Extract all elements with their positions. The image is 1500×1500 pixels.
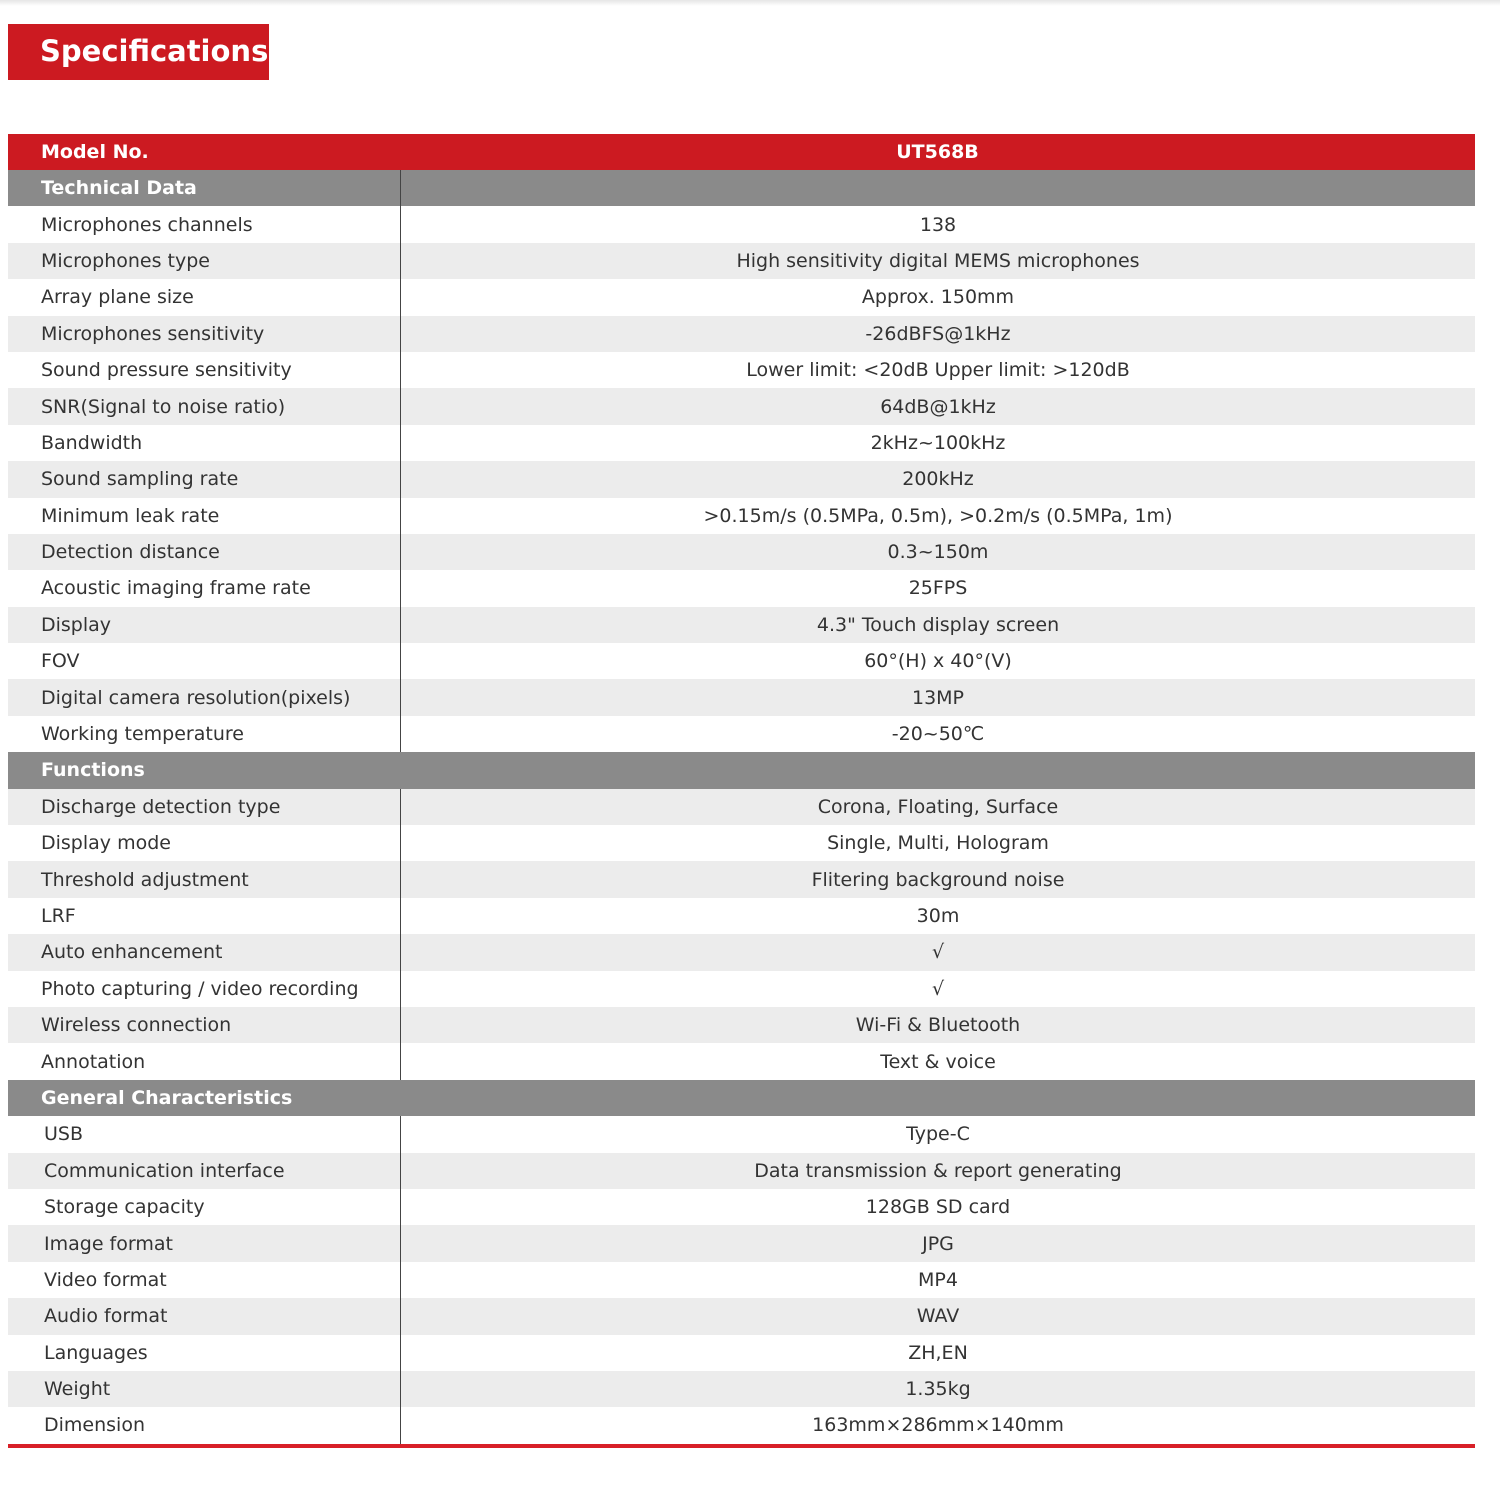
top-shadow bbox=[0, 0, 1500, 6]
spec-value: High sensitivity digital MEMS microphones bbox=[400, 243, 1475, 279]
spec-row bbox=[8, 1153, 1475, 1189]
spec-label: LRF bbox=[41, 905, 76, 927]
spec-row bbox=[8, 352, 1475, 388]
spec-value: 4.3" Touch display screen bbox=[400, 607, 1475, 643]
spec-row bbox=[8, 716, 1475, 752]
spec-value: Wi-Fi & Bluetooth bbox=[400, 1007, 1475, 1043]
model-label: Model No. bbox=[41, 141, 149, 163]
spec-row bbox=[8, 789, 1475, 825]
spec-label: SNR(Signal to noise ratio) bbox=[41, 395, 286, 418]
spec-label: Minimum leak rate bbox=[41, 504, 220, 527]
spec-row bbox=[8, 243, 1475, 279]
spec-row bbox=[8, 679, 1475, 715]
spec-label: Weight bbox=[44, 1378, 111, 1401]
spec-value: 128GB SD card bbox=[400, 1189, 1475, 1225]
spec-row bbox=[8, 1298, 1475, 1334]
spec-row bbox=[8, 1407, 1475, 1443]
spec-value: 64dB@1kHz bbox=[400, 388, 1475, 424]
spec-row bbox=[8, 534, 1475, 570]
spec-label: Dimension bbox=[44, 1414, 145, 1437]
spec-value: 13MP bbox=[400, 679, 1475, 715]
spec-row bbox=[8, 425, 1475, 461]
spec-label: Sound sampling rate bbox=[41, 468, 239, 491]
spec-label: FOV bbox=[41, 650, 80, 673]
spec-row bbox=[8, 607, 1475, 643]
spec-label: Bandwidth bbox=[41, 431, 143, 454]
spec-label: Working temperature bbox=[41, 723, 244, 746]
spec-label: Sound pressure sensitivity bbox=[41, 359, 292, 382]
spec-label: Wireless connection bbox=[41, 1014, 232, 1037]
spec-value: √ bbox=[400, 934, 1475, 970]
spec-value: MP4 bbox=[400, 1262, 1475, 1298]
table-bottom-rule bbox=[8, 1444, 1475, 1448]
spec-value: Approx. 150mm bbox=[400, 279, 1475, 315]
spec-row bbox=[8, 825, 1475, 861]
section-header bbox=[8, 170, 1475, 206]
spec-value: Flitering background noise bbox=[400, 861, 1475, 897]
spec-value: Single, Multi, Hologram bbox=[400, 825, 1475, 861]
section-header bbox=[8, 752, 1475, 788]
spec-value: Data transmission & report generating bbox=[400, 1153, 1475, 1189]
spec-label: Microphones sensitivity bbox=[41, 322, 265, 345]
spec-label: Detection distance bbox=[41, 541, 220, 564]
specifications-title: Specifications bbox=[8, 24, 269, 80]
section-header bbox=[8, 1080, 1475, 1116]
spec-row bbox=[8, 1043, 1475, 1079]
spec-value: >0.15m/s (0.5MPa, 0.5m), >0.2m/s (0.5MPa, 1m) bbox=[400, 498, 1475, 534]
specifications-table bbox=[8, 134, 1475, 1448]
spec-row bbox=[8, 898, 1475, 934]
spec-value: 25FPS bbox=[400, 570, 1475, 606]
spec-row bbox=[8, 971, 1475, 1007]
spec-value: √ bbox=[400, 971, 1475, 1007]
spec-row bbox=[8, 1335, 1475, 1371]
spec-label: Audio format bbox=[44, 1305, 168, 1328]
spec-label: Digital camera resolution(pixels) bbox=[41, 686, 351, 709]
model-value: UT568B bbox=[896, 141, 979, 163]
spec-value: Type-C bbox=[400, 1116, 1475, 1152]
section-title: General Characteristics bbox=[41, 1086, 293, 1109]
spec-value: WAV bbox=[400, 1298, 1475, 1334]
spec-label: Display bbox=[41, 613, 112, 636]
spec-row bbox=[8, 1371, 1475, 1407]
section-spacer bbox=[400, 170, 1475, 206]
spec-row bbox=[8, 461, 1475, 497]
spec-row bbox=[8, 498, 1475, 534]
spec-label: Threshold adjustment bbox=[41, 868, 249, 891]
spec-row bbox=[8, 1007, 1475, 1043]
spec-value: Corona, Floating, Surface bbox=[400, 789, 1475, 825]
spec-value: 200kHz bbox=[400, 461, 1475, 497]
spec-value: 163mm×286mm×140mm bbox=[400, 1407, 1475, 1443]
section-spacer bbox=[400, 1080, 1475, 1116]
spec-value: 60°(H) x 40°(V) bbox=[400, 643, 1475, 679]
spec-value: ZH,EN bbox=[400, 1335, 1475, 1371]
spec-row bbox=[8, 861, 1475, 897]
spec-row bbox=[8, 1116, 1475, 1152]
spec-row bbox=[8, 388, 1475, 424]
spec-row bbox=[8, 206, 1475, 242]
spec-value: 30m bbox=[400, 898, 1475, 934]
spec-value: -20~50℃ bbox=[400, 716, 1475, 752]
spec-label: Microphones channels bbox=[41, 213, 253, 236]
spec-label: Microphones type bbox=[41, 249, 210, 272]
spec-label: Annotation bbox=[41, 1050, 146, 1073]
spec-row bbox=[8, 1262, 1475, 1298]
section-spacer bbox=[400, 752, 1475, 788]
spec-value: Lower limit: <20dB Upper limit: >120dB bbox=[400, 352, 1475, 388]
spec-value: JPG bbox=[400, 1225, 1475, 1261]
spec-value: 2kHz~100kHz bbox=[400, 425, 1475, 461]
spec-label: Languages bbox=[44, 1341, 148, 1364]
spec-label: Communication interface bbox=[44, 1159, 285, 1182]
spec-row bbox=[8, 1225, 1475, 1261]
spec-row bbox=[8, 570, 1475, 606]
section-title: Technical Data bbox=[41, 177, 197, 200]
spec-row bbox=[8, 643, 1475, 679]
spec-label: Auto enhancement bbox=[41, 941, 223, 964]
spec-label: Storage capacity bbox=[44, 1196, 205, 1219]
spec-value: 1.35kg bbox=[400, 1371, 1475, 1407]
spec-value: -26dBFS@1kHz bbox=[400, 316, 1475, 352]
spec-row bbox=[8, 316, 1475, 352]
spec-label: Discharge detection type bbox=[41, 795, 281, 818]
spec-label: Video format bbox=[44, 1268, 167, 1291]
spec-value: Text & voice bbox=[400, 1043, 1475, 1079]
model-row bbox=[8, 134, 1475, 170]
spec-label: USB bbox=[44, 1123, 84, 1146]
spec-label: Display mode bbox=[41, 832, 171, 855]
spec-value: 0.3~150m bbox=[400, 534, 1475, 570]
spec-row bbox=[8, 1189, 1475, 1225]
spec-row bbox=[8, 279, 1475, 315]
spec-value: 138 bbox=[400, 206, 1475, 242]
spec-label: Image format bbox=[44, 1232, 173, 1255]
spec-row bbox=[8, 934, 1475, 970]
section-title: Functions bbox=[41, 759, 145, 782]
spec-label: Photo capturing / video recording bbox=[41, 977, 359, 1000]
spec-label: Array plane size bbox=[41, 286, 194, 309]
spec-label: Acoustic imaging frame rate bbox=[41, 577, 311, 600]
